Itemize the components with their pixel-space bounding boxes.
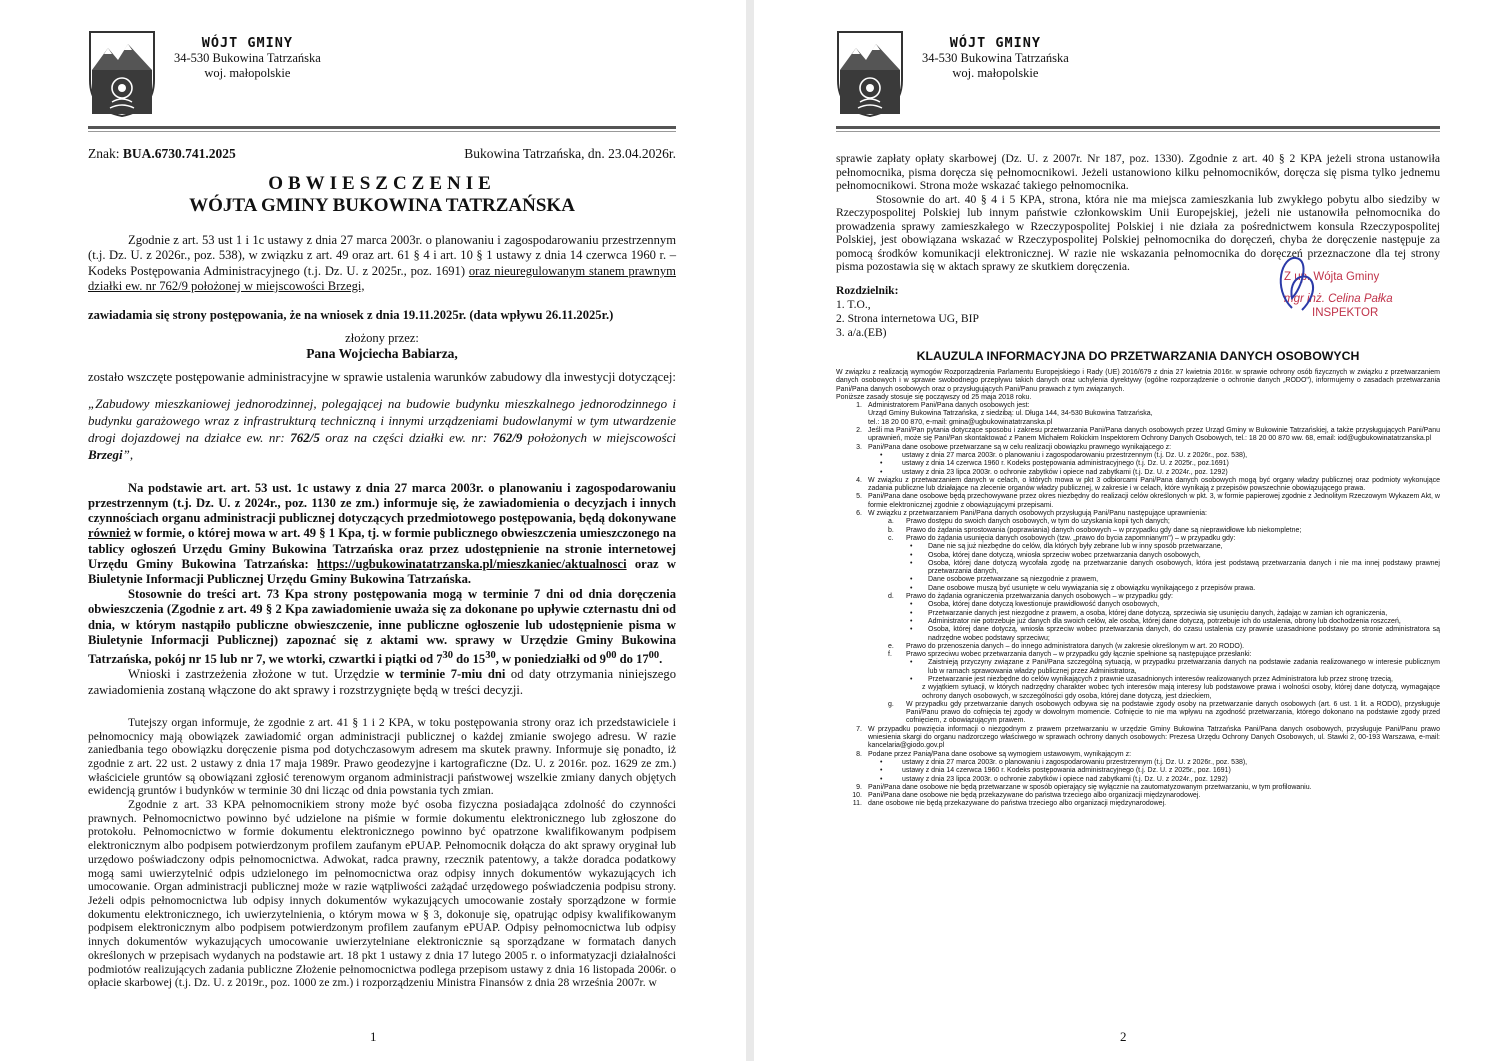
underlined-clause: oraz nieuregulowanym stanem prawnym działki ew. nr 762/9 położonej w miejscowości Brzegi, [88, 263, 676, 293]
paragraph-notification: zawiadamia się strony postępowania, że na wniosek z dnia 19.11.2025r. (data wpływu 26.11.2025r.) [88, 308, 614, 323]
paragraph-access-files: Stosownie do treści art. 73 Kpa strony postępowania mogą w terminie 7 dni od dnia doręczenia obwieszczenia (Zgodnie z art. 49 § 2 Kpa zawiadomienie uważa się za dokonane po upływie czternastu dni od dnia, w którym nastąpiło publiczne obwieszczenie, inne publiczne ogłoszenie lub udostępnienie pisma w Biuletynie Informacji Publicznej) zapoznać się z aktami ww. sprawy w Urzędzie Gminy Bukowina Tatrzańska, pokój nr 15 lub nr 7, we wtorki, czwartki i piątki od $7^{30}$ do $15^{30}$, w poniedziałki od $9^{00}$ do $17^{00}$. [88, 587, 676, 667]
investment-description: „Zabudowy mieszkaniowej jednorodzinnej, polegającej na budowie budynku mieszkalnego jednorodzinnego i budynku garażowego wraz z infrastrukturą techniczną i innymi urządzeniami budowlanymi w tym utwardzenie drogi dojazdowej na działce ew. nr: 762/5 oraz na części działki ew. nr: 762/9 położonych w miejscowości Brzegi”, [88, 395, 676, 462]
header-title: WÓJT GMINY [949, 35, 1042, 51]
sub-sub-item: • Osoba, której dane dotyczą, wniosła sprzeciw wobec przetwarzania danych, do czasu ustalenia czy prawnie uzasadnione podstawy po stronie administratora są nadrzędne wobec podstawy sprzeciwu; [910, 626, 1440, 642]
header-divider [88, 126, 676, 129]
gdpr-intro-date: Poniższe zasady stosuje się począwszy od 25 maja 2018 roku. [836, 393, 1032, 401]
header-region: woj. małopolskie [952, 66, 1039, 80]
signature-icon [1262, 248, 1332, 318]
gdpr-clause-title: KLAUZULA INFORMACYJNA DO PRZETWARZANIA DANYCH OSOBOWYCH [916, 348, 1360, 363]
list-item: 4. W związku z przetwarzaniem danych w celach, o których mowa w pkt 3 odbiorcami Pani/Pana danych osobowych mogą być organy władzy publicznej oraz podmioty wykonujące zadania publiczne lub działające na zlecenie organów władzy publicznej, w zakresie i w celach, które wynikają z przepisów powszechnie obowiązującego prawa. [856, 476, 1440, 493]
list-item: 7. W przypadku powzięcia informacji o niezgodnym z prawem przetwarzaniu w urzędzie Gminy Bukowina Tatrzańska Pani/Pana danych osobowych, przysługuje Pani/Panu prawo wniesienia skargi do organu nadzorczego właściwego w sprawach ochrony danych osobowych: Prezesa Urzędu Ochrony Danych Osobowych, ul. Stawki 2, 00-193 Warszawa, e-mail: kancelaria@giodo.gov.pl [856, 725, 1440, 750]
sub-item: e. Prawo do przenoszenia danych – do innego administratora danych (w zakresie określonym w art. 20 RODO). [888, 642, 1245, 650]
header-address: 34-530 Bukowina Tatrzańska [174, 51, 321, 65]
list-item: 6. W związku z przetwarzaniem Pani/Pana danych osobowych przysługują Pani/Panu następujące uprawnienia: [856, 510, 1207, 518]
gdpr-intro: W związku z realizacją wymogów Rozporządzenia Parlamentu Europejskiego i Rady (UE) 2016/679 z dnia 27 kwietnia 2016r. w sprawie ochrony osób fizycznych w związku z przetwarzaniem danych osobowych i w sprawie swobodnego przepływu takich danych oraz uchylenia dyrektywy (ogólne rozporządzenie o ochronie danych „RODO"), informujemy o zasadach przetwarzania Pani/Pana danych osobowych oraz o przysługujących Pani/Panu prawach z tym związanych. [836, 369, 1440, 393]
sub-item: • ustawy z dnia 27 marca 2003r. o planowaniu i zagospodarowaniu przestrzennym (t.j. Dz. U. z 2026r., poz. 538), [880, 451, 1248, 459]
stamp-line-3: INSPEKTOR [1312, 307, 1379, 319]
page-number: 2 [1120, 1029, 1127, 1044]
website-link[interactable]: https://ugbukowinatatrzanska.pl/mieszkaniec/aktualnosci [316, 556, 627, 571]
sub-sub-item-cont: z wyjątkiem sytuacji, w których nadrzędny charakter wobec tych interesów mają interesy lub podstawowe prawa i wolności osoby, której dane dotyczą, wymagające ochrony danych osobowych, w szczególności gdy osoba, której dane dotyczą, jest dzieckiem, [922, 684, 1440, 700]
paragraph-legal-basis: Zgodnie z art. 53 ust 1 i 1c ustawy z dnia 27 marca 2003r. o planowaniu i zagospodarowaniu przestrzennym (t.j. Dz. U. z 2026r., poz. 538), w związku z art. 49 oraz art. 61 § 4 i art. 10 § 1 ustawy z dnia 14 czerwca 1960 r. – Kodeks Postępowania Administracyjnego (t.j. Dz. U. z 2025r., poz. 1691) oraz nieuregulowanym stanem prawnym działki ew. nr 762/9 położonej w miejscowości Brzegi, [88, 233, 676, 293]
submitted-by-label: złożony przez: [345, 331, 419, 346]
list-item-detail: tel.: 18 20 00 870, e-mail: gmina@ugbukowinatatrzanska.pl [868, 418, 1053, 426]
paragraph-attorney: Zgodnie z art. 33 KPA pełnomocnikiem strony może być osoba fizyczna posiadająca zdolność do czynności prawnych. Pełnomocnictwo powinno być udzielone na piśmie w formie dokumentu elektronicznego lub zgłoszone do protokołu. Pełnomocnictwo w formie dokumentu elektronicznego powinno być opatrzone kwalifikowanym podpisem elektronicznym albo podpisem potwierdzonym profilem zaufanym ePUAP. Pełnomocnik dołącza do akt sprawy oryginał lub urzędowo poświadczony odpis pełnomocnictwa. Adwokat, radca prawny, rzecznik patentowy, a także doradca podatkowy mogą sami uwierzytelnić odpis udzielonego im pełnomocnictwa oraz odpisy innych dokumentów wykazujących ich umocowanie. Organ administracji publicznej może w razie wątpliwości zażądać urzędowego poświadczenia podpisu strony. Jeżeli odpis pełnomocnictwa lub odpisy innych dokumentów wykazujących umocowanie zostały sporządzone w formie dokumentu elektronicznego, ich uwierzytelnienia, o którym mowa w § 3, dokonuje się, opatrując odpisy kwalifikowanym podpisem elektronicznym albo podpisem potwierdzonym profilem zaufanym ePUAP. Odpisy pełnomocnictwa lub odpisy innych dokumentów wykazujących umocowanie uwierzytelniane elektronicznie są sporządzane w formatach danych określonych w przepisach wydanych na podstawie art. 18 pkt 1 ustawy z dnia 17 lutego 2005 r. o informatyzacji działalności podmiotów realizujących zadania publiczne Złożenie pełnomocnictwa podlega przepisom ustawy z dnia 16 listopada 2006r. o opłacie skarbowej (t.j. Dz. U. z 2019r., poz. 1000 ze zm.) i rozporządzeniu Ministra Finansów z dnia 28 września 2007r. w [88, 798, 676, 990]
reference-line [88, 146, 676, 161]
sub-item: • ustawy z dnia 23 lipca 2003r. o ochronie zabytków i opiece nad zabytkami (t.j. Dz. U. z 2024r., poz. 1292) [880, 775, 1228, 783]
header-region: woj. małopolskie [204, 66, 291, 80]
paragraph-public-notice: Na podstawie art. art. 53 ust. 1c ustawy z dnia 27 marca 2003r. o planowaniu i zagospodarowaniu przestrzennym (t.j. Dz. U. z 2024r., poz. 1130 ze zm.) informuje się, że zawiadomienia o decyzjach i innych czynnościach organu administracji publicznej dotyczących przedmiotowego postępowania, będą dokonywane również w formie, o której mowa w art. 49 § 1 Kpa, tj. w formie publicznego obwieszczenia umieszczonego na tablicy ogłoszeń Urzędu Gminy Bukowina Tatrzańska oraz przez udostępnienie na stronie internetowej Urzędu Gminy Bukowina Tatrzańska: https://ugbukowinatatrzanska.pl/mieszkaniec/aktualnosci oraz w Biuletynie Informacji Publicznej Urzędu Gminy Bukowina Tatrzańska. [88, 480, 676, 587]
sub-item: • ustawy z dnia 27 marca 2003r. o planowaniu i zagospodarowaniu przestrzennym (t.j. Dz. U. z 2026r., poz. 538), [880, 758, 1248, 766]
distribution-title: Rozdzielnik: [836, 283, 899, 297]
page-2-body [836, 152, 1440, 809]
sub-sub-item: • Osoba, której dane dotyczą kwestionuje prawidłowość danych osobowych, [910, 601, 1160, 609]
list-item: 1. Administratorem Pani/Pana danych osobowych jest: [856, 402, 1030, 410]
paragraph-delivery-attorney: Stosownie do art. 40 § 4 i 5 KPA, strona, która nie ma miejsca zamieszkania lub zwykłego pobytu albo siedziby w Rzeczypospolitej Polskiej lub innym państwie członkowskim Unii Europejskiej, jeżeli nie ustanowiła pełnomocnika do prowadzenia sprawy zamieszkałego w Rzeczypospolitej Polskiej i nie działa za pośrednictwem konsula Rzeczypospolitej Polskiej, jest obowiązana wskazać w Rzeczypospolitej Polskiej pełnomocnika do doręczeń, chyba że doręczenie następuje za pomocą środków komunikacji elektronicznej. W razie nie wskazania pełnomocnika do doręczeń przeznaczone dla tej strony pisma pozostawia się w aktach sprawy ze skutkiem doręczenia. [836, 192, 1440, 273]
header-divider [836, 126, 1440, 129]
sub-sub-item: • Osoba, której dane dotyczą wycofała zgodę na przetwarzanie danych osobowych, która jest podstawą przetwarzania danych i nie ma innej podstawy prawnej przetwarzania danych, [910, 559, 1440, 576]
page-1-body [88, 146, 676, 990]
doc-subtitle: WÓJTA GMINY BUKOWINA TATRZAŃSKA [189, 195, 575, 217]
sub-sub-item: • Dane osobowe muszą być usunięte w celu wywiązania się z obowiązku wynikającego z przepisów prawa. [910, 584, 1256, 592]
doc-title: OBWIESZCZENIE [268, 173, 496, 195]
coat-of-arms-icon [88, 30, 156, 118]
ref-number: BUA.6730.741.2025 [122, 146, 236, 161]
sub-item: a. Prawo dostępu do swoich danych osobowych, w tym do uzyskania kopii tych danych; [888, 518, 1170, 526]
paragraph-continuation: sprawie zapłaty opłaty skarbowej (Dz. U. z 2007r. Nr 187, poz. 1330). Zgodnie z art. 40 § 2 KPA jeżeli strona ustanowiła pełnomocnika, pisma doręcza się pełnomocnikowi. Jeżeli ustanowiono kilku pełnomocników, doręcza się pisma tylko jednemu pełnomocnikowi. Strona może wskazać takiego pełnomocnika. [836, 152, 1440, 192]
sub-sub-item: • Przetwarzanie jest niezbędne do celów wynikających z prawnie uzasadnionych interesów realizowanych przez Administratora lub przez stronę trzecią, [910, 675, 1393, 683]
stamp-line-2: mgr inż. Celina Pałka [1284, 293, 1393, 305]
ref-label: Znak: [88, 146, 123, 161]
coat-of-arms-icon [836, 30, 904, 118]
list-item: 2. Jeśli ma Pani/Pan pytania dotyczące sposobu i zakresu przetwarzania Pani/Pana danych osobowych przez Urząd Gminy w Bukowinie Tatrzańskiej, a także przysługujących Pani/Panu uprawnień, może się Pani/Pan skontaktować z Panem Michałem Rokickim Inspektorem Ochrony Danych Osobowych, tel.: 18 20 00 870 ww. 68, email: iod@ugbukowinatatrzanska.pl [856, 427, 1440, 443]
sub-item: • ustawy z dnia 14 czerwca 1960 r. Kodeks postępowania administracyjnego (t.j. Dz. U. z 2025r., poz. 1691) [880, 767, 1231, 775]
sub-item: d. Prawo do żądania ograniczenia przetwarzania danych osobowych – w przypadku gdy: [888, 593, 1173, 601]
sub-sub-item: • Zaistnieją przyczyny związane z Pani/Pana szczególną sytuacją, w przypadku przetwarzania danych na podstawie zadania realizowanego w interesie publicznym lub w ramach sprawowania władzy publicznej przez Administratora, [910, 659, 1440, 675]
header-title: WÓJT GMINY [201, 35, 294, 51]
list-item: 3. Pani/Pana dane osobowe przetwarzane są w celu realizacji obowiązku prawnego wynikającego z: [856, 443, 1172, 451]
place-date: Bukowina Tatrzańska, dn. 23.04.2026r. [464, 146, 676, 161]
paragraph-address-change: Tutejszy organ informuje, że zgodnie z art. 41 § 1 i 2 KPA, w toku postępowania strony oraz ich przedstawiciele i pełnomocnicy mają obowiązek zawiadomić organ administracji publicznej o każdej zmianie swojego adresu. W razie zaniedbania tego obowiązku doręczenie pisma pod dotychczasowym adresem ma skutek prawny. Informuje się ponadto, iż zgodnie z art. 22 ust. 2 ustawy z dnia 17 maja 1989r. Prawo geodezyjne i kartograficzne (Dz. U. z 2016r. poz. 1629 ze zm.) właściciele gruntów są obowiązani zgłosić terenowym organom administracji państwowej wszelkie zmiany danych objętych ewidencją gruntów i budynków w terminie 30 dni licząc od dnia powstania tych zmian. [88, 715, 676, 798]
sub-item: g. W przypadku gdy przetwarzanie danych osobowych odbywa się na podstawie zgody osoby na przetwarzanie danych osobowych (art. 6 ust. 1 lit. a RODO), przysługuje Pani/Panu prawo do cofnięcia tej zgody w dowolnym momencie. Cofnięcie to nie ma wpływu na zgodność przetwarzania, którego dokonano na podstawie zgody przed cofnięciem, z obowiązującym prawem. [888, 700, 1440, 725]
sub-item: • ustawy z dnia 23 lipca 2003r. o ochronie zabytków i opiece nad zabytkami (t.j. Dz. U. z 2024r., poz. 1292) [880, 468, 1228, 476]
sub-sub-item: • Administrator nie potrzebuje już danych dla swoich celów, ale osoba, której dane dotyczą, potrzebuje ich do ustalenia, obrony lub dochodzenia roszczeń, [910, 617, 1401, 625]
list-item: 5. Pani/Pana dane osobowe będą przechowywane przez okres niezbędny do realizacji celów określonych w pkt. 3, w formie papierowej zgodnie z Jednolitym Rzeczowym Wykazem Akt, w formie elektronicznej zgodnie z obowiązującymi przepisami. [856, 493, 1440, 509]
sub-item: • ustawy z dnia 14 czerwca 1960 r. Kodeks postępowania administracyjnego (t.j. Dz. U. z 2025r., poz.1691) [880, 460, 1229, 468]
applicant-name: Pana Wojciecha Babiarza, [306, 346, 458, 362]
distribution-item: 1. T.O., [836, 297, 871, 311]
list-item: 11. dane osobowe nie będą przekazywane do państwa trzeciego albo organizacji międzynarodowej. [852, 800, 1167, 808]
sub-item: f. Prawo sprzeciwu wobec przetwarzania danych – w przypadku gdy łącznie spełnione są następujące przesłanki: [888, 651, 1252, 659]
sub-sub-item: • Osoba, której dane dotyczą, wniosła sprzeciw wobec przetwarzania danych osobowych, [910, 551, 1201, 559]
sub-sub-item: • Przetwarzanie danych jest niezgodne z prawem, a osoba, której dane dotyczą, sprzeciwia się usunięciu danych, żądając w zamian ich ograniczenia, [910, 609, 1388, 617]
list-item-detail: Urząd Gminy Bukowina Tatrzańska, z siedzibą: ul. Długa 144, 34-530 Bukowina Tatrzańska, [868, 410, 1153, 418]
sub-item: c. Prawo do żądania usunięcia danych osobowych (tzw. „prawo do bycia zapomnianym") – w przypadku gdy: [888, 534, 1236, 542]
list-item: 8. Podane przez Panią/Pana dane osobowe są wymogiem ustawowym, wynikającym z: [856, 750, 1132, 758]
sub-sub-item: • Dane nie są już niezbędne do celów, dla których były zebrane lub w inny sposób przetwarzane, [910, 543, 1223, 551]
sub-sub-item: • Dane osobowe przetwarzane są niezgodnie z prawem, [910, 576, 1099, 584]
letterhead [88, 30, 321, 118]
document-page-2 [754, 0, 1500, 1061]
header-address: 34-530 Bukowina Tatrzańska [922, 51, 1069, 65]
distribution-item: 3. a/a.(EB) [836, 325, 887, 339]
distribution-item: 2. Strona internetowa UG, BIP [836, 311, 979, 325]
paragraph-proceeding: zostało wszczęte postępowanie administracyjne w sprawie ustalenia warunków zabudowy dla inwestycji dotyczącej: [88, 369, 676, 384]
page-number: 1 [370, 1029, 377, 1044]
gdpr-clause-body [836, 369, 1440, 809]
sub-item: b. Prawo do żądania sprostowania (poprawiania) danych osobowych – w przypadku gdy dane są nieprawidłowe lub niekompletne; [888, 526, 1302, 534]
letterhead [836, 30, 1069, 118]
list-item: 9. Pani/Pana dane osobowe nie będą przetwarzane w sposób opierający się wyłącznie na zautomatyzowanym przetwarzaniu, w tym profilowaniu. [856, 783, 1312, 791]
document-page-1 [0, 0, 746, 1061]
official-stamp [1284, 270, 1393, 320]
stamp-line-1: Z up. Wójta Gminy [1284, 271, 1380, 283]
list-item: 10. Pani/Pana dane osobowe nie będą przekazywane do państwa trzeciego albo organizacji międzynarodowej. [852, 792, 1201, 800]
paragraph-deadline: Wnioski i zastrzeżenia złożone w tut. Urzędzie w terminie 7-miu dni od daty otrzymania niniejszego zawiadomienia zostaną włączone do akt sprawy i rozstrzygnięte będą w treści decyzji. [88, 667, 676, 697]
